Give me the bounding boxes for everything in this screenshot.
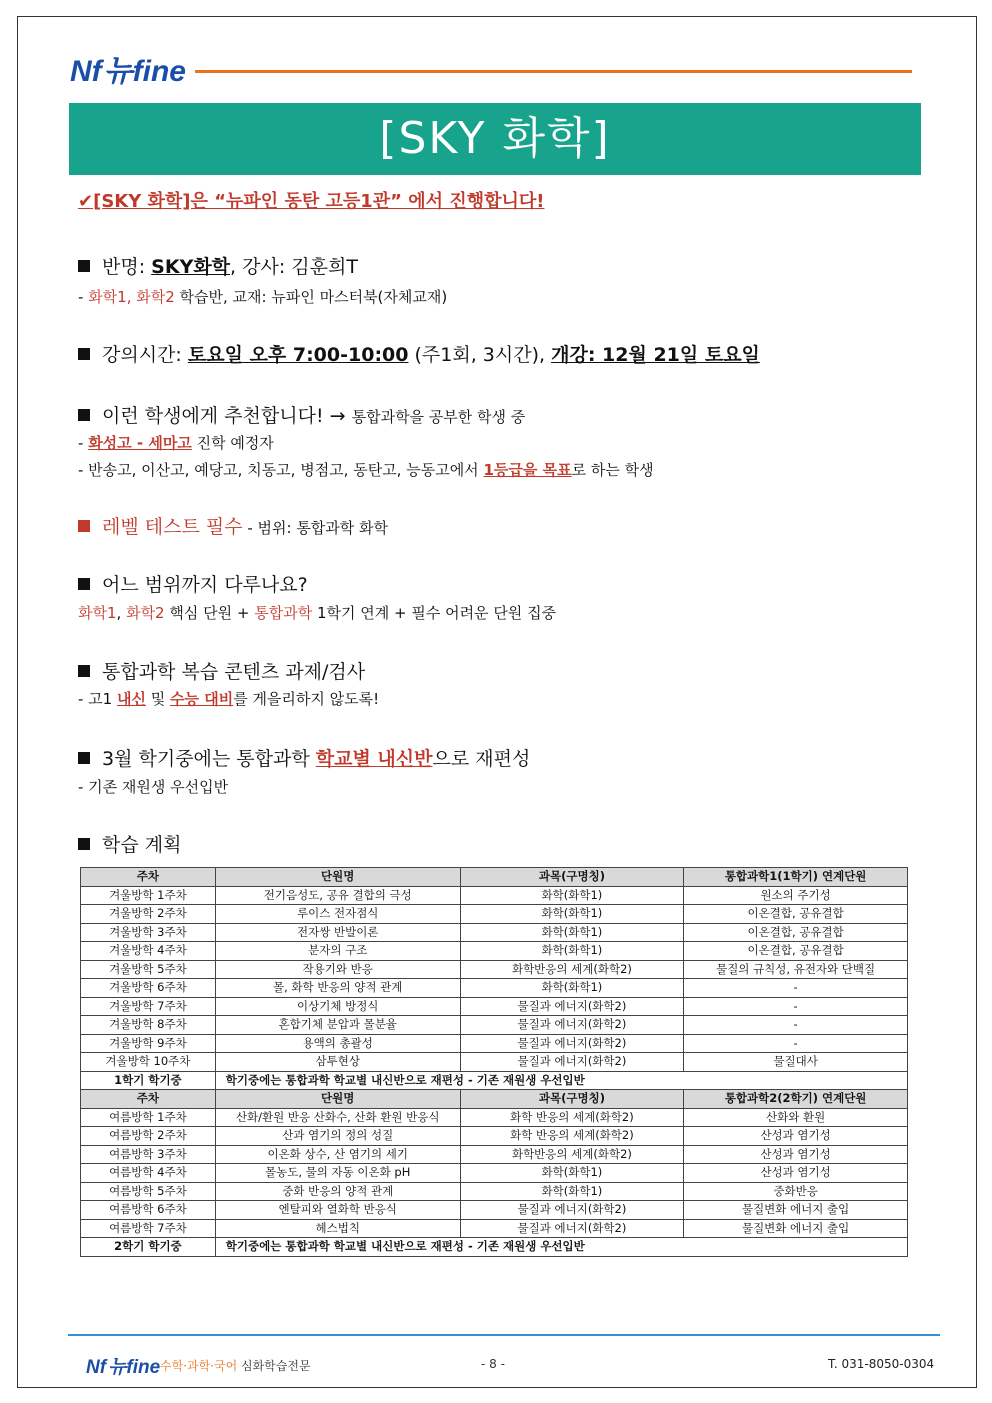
review-heading: 통합과학 복습 콘텐츠 과제/검사 [102,661,366,683]
class-label: 반명: [102,256,152,278]
header-cell: 과목(구명칭) [460,868,684,887]
unit-cell: 용액의 총괄성 [215,1034,460,1053]
logo-mark: Nf [86,1357,107,1378]
header-cell: 주차 [81,868,216,887]
footer-rule [68,1334,940,1336]
footer-logo [86,1352,160,1379]
scope-desc [78,602,556,623]
subject-cell: 화학(화학1) [460,1182,684,1201]
unit-cell: 분자의 구조 [215,942,460,961]
regroup-highlight: 학교별 내신반 [315,748,433,770]
recommend-text: 진학 예정자 [191,434,274,452]
week-cell: 겨울방학 5주차 [81,960,216,979]
link-unit-cell: 산성과 염기성 [684,1164,908,1183]
week-cell: 여름방학 3주차 [81,1145,216,1164]
schedule-time: 토요일 오후 7:00-10:00 [187,344,409,366]
check-icon: ✔ [78,191,94,212]
regroup-text: 으로 재편성 [432,748,531,770]
header-cell: 주차 [81,1090,216,1109]
regroup-title [78,744,530,771]
week-cell: 여름방학 1주차 [81,1108,216,1127]
link-unit-cell: 산성과 염기성 [684,1145,908,1164]
table-row [81,960,908,979]
subject-3: 통합과학 [254,604,313,622]
subject-cell: 물질과 에너지(화학2) [460,997,684,1016]
review-text: 를 게을리하지 않도록! [233,690,380,708]
class-name: SKY화학 [151,256,231,278]
bullet-square-icon [78,665,90,677]
week-cell: 겨울방학 1주차 [81,886,216,905]
unit-cell: 삼투현상 [215,1053,460,1072]
unit-cell: 이상기체 방정식 [215,997,460,1016]
table-row [81,942,908,961]
table-row [81,923,908,942]
regroup-sub: - 기존 재원생 우선입반 [78,778,229,796]
review-desc [78,688,379,709]
goal-highlight: 1등급을 목표 [483,461,572,479]
plan-title [78,830,181,857]
scope-text: 핵심 단원 + [164,604,255,622]
table-row [81,1164,908,1183]
textbook-info: 학습반, 교재: 뉴파인 마스터북(자체교재) [174,288,448,306]
link-unit-cell: 물질대사 [684,1053,908,1072]
semester-row [81,1071,908,1090]
week-cell: 겨울방학 8주차 [81,1016,216,1035]
semester-label-cell: 1학기 학기중 [81,1071,216,1090]
recommend-title [78,401,525,428]
logo-text: 뉴fine [108,1357,161,1378]
bullet-square-icon [78,409,90,421]
review-highlight-1: 내신 [116,690,146,708]
logo-text: 뉴fine [103,55,186,88]
subject-cell: 화학 반응의 세계(화학2) [460,1108,684,1127]
table-header [81,868,908,887]
dash: - [78,434,89,452]
regroup-text: 3월 학기중에는 통합과학 [102,748,316,770]
recommend-item-1 [78,432,274,453]
subject-2: 화학2 [126,604,165,622]
subject-cell: 화학(화학1) [460,923,684,942]
subject-1: 화학1 [78,604,117,622]
link-unit-cell: 원소의 주기성 [684,886,908,905]
bullet-square-icon [78,578,90,590]
table-row [81,1053,908,1072]
phone-number: T. 031-8050-0304 [828,1357,935,1371]
bullet-square-icon [78,348,90,360]
review-title [78,657,365,684]
subject-cell: 물질과 에너지(화학2) [460,1201,684,1220]
link-unit-cell: 중화반응 [684,1182,908,1201]
table-row [81,1108,908,1127]
week-cell: 겨울방학 7주차 [81,997,216,1016]
intro-text: [SKY 화학]은 “뉴파인 동탄 고등1관” 에서 진행합니다! [93,191,545,212]
brand-logo [70,46,186,90]
bullet-square-icon [78,520,90,532]
table-row [81,997,908,1016]
page-title: [SKY 화학] [69,103,921,175]
subject-cell: 화학(화학1) [460,886,684,905]
link-unit-cell: 물질변화 에너지 출입 [684,1219,908,1238]
unit-cell: 전기음성도, 공유 결합의 극성 [215,886,460,905]
header-rule [195,70,912,73]
table-row [81,1219,908,1238]
recommend-heading: 이런 학생에게 추천합니다! → [102,405,352,427]
sep: , [116,604,127,622]
link-unit-cell: 물질의 규칙성, 유전자와 단백질 [684,960,908,979]
header-cell: 통합과학1(1학기) 연계단원 [684,868,908,887]
class-info [78,252,358,279]
study-plan-table [80,867,908,1257]
week-cell: 겨울방학 6주차 [81,979,216,998]
week-cell: 여름방학 5주차 [81,1182,216,1201]
week-cell: 여름방학 7주차 [81,1219,216,1238]
level-test-line [78,512,388,539]
week-cell: 여름방학 6주차 [81,1201,216,1220]
bullet-square-icon [78,752,90,764]
unit-cell: 루이스 전자점식 [215,905,460,924]
teacher-name: 김훈희T [291,256,358,278]
unit-cell: 이온화 상수, 산 염기의 세기 [215,1145,460,1164]
link-unit-cell: 산성과 염기성 [684,1127,908,1146]
table-row [81,1182,908,1201]
bullet-square-icon [78,838,90,850]
class-sub [78,286,447,307]
scope-heading: 어느 범위까지 다루나요? [102,574,308,596]
header-cell: 과목(구명칭) [460,1090,684,1109]
table-row [81,1016,908,1035]
subject-cell: 화학(화학1) [460,942,684,961]
tagline-subjects: 수학·과학·국어 [160,1359,238,1373]
recommend-text: 로 하는 학생 [571,461,654,479]
open-date: 개강: 12월 21일 토요일 [551,344,760,366]
table-row [81,886,908,905]
subject-cell: 화학 반응의 세계(화학2) [460,1127,684,1146]
week-cell: 여름방학 2주차 [81,1127,216,1146]
page-number: - 8 - [481,1357,505,1371]
recommend-sub: 통합과학을 공부한 학생 중 [351,408,526,426]
table-row [81,1034,908,1053]
level-test-title: 레벨 테스트 필수 [102,516,243,538]
unit-cell: 산과 염기의 정의 성질 [215,1127,460,1146]
week-cell: 여름방학 4주차 [81,1164,216,1183]
header-cell: 단원명 [215,1090,460,1109]
table-row [81,1145,908,1164]
table-row [81,1127,908,1146]
unit-cell: 혼합기체 분압과 몰분율 [215,1016,460,1035]
semester-label-cell: 2학기 학기중 [81,1238,216,1257]
unit-cell: 엔탈피와 열화학 반응식 [215,1201,460,1220]
semester-row [81,1238,908,1257]
schedule-freq: (주1회, 3시간), [408,344,552,366]
link-unit-cell: - [684,979,908,998]
unit-cell: 중화 반응의 양적 관계 [215,1182,460,1201]
semester-note-cell: 학기중에는 통합과학 학교별 내신반으로 재편성 - 기존 재원생 우선입반 [215,1238,907,1257]
link-unit-cell: - [684,1034,908,1053]
recommend-item-2 [78,459,654,480]
unit-cell: 전자쌍 반발이론 [215,923,460,942]
unit-cell: 몰농도, 물의 자동 이온화 pH [215,1164,460,1183]
unit-cell: 헤스법칙 [215,1219,460,1238]
review-text: 및 [145,690,170,708]
week-cell: 겨울방학 9주차 [81,1034,216,1053]
scope-title [78,570,308,597]
footer-tagline [160,1357,311,1374]
logo-mark: Nf [70,55,102,88]
school-highlight: 화성고 - 세마고 [88,434,192,452]
bullet-square-icon [78,260,90,272]
subject-cell: 화학(화학1) [460,979,684,998]
subject-highlight: 화학1, 화학2 [88,288,175,306]
table-header [81,1090,908,1109]
subject-cell: 화학(화학1) [460,1164,684,1183]
link-unit-cell: 이온결합, 공유결합 [684,942,908,961]
week-cell: 겨울방학 3주차 [81,923,216,942]
table-row [81,1201,908,1220]
table-row [81,979,908,998]
week-cell: 겨울방학 4주차 [81,942,216,961]
level-test-range: - 범위: 통합과학 화학 [242,519,389,537]
week-cell: 겨울방학 2주차 [81,905,216,924]
subject-cell: 물질과 에너지(화학2) [460,1016,684,1035]
scope-text: 1학기 연계 + 필수 어려운 단원 집중 [312,604,557,622]
dash: - [78,288,89,306]
school-list: - 반송고, 이산고, 예당고, 치동고, 병점고, 동탄고, 능동고에서 [78,461,484,479]
week-cell: 겨울방학 10주차 [81,1053,216,1072]
link-unit-cell: - [684,997,908,1016]
plan-heading: 학습 계획 [102,834,182,856]
intro-line [78,187,544,213]
subject-cell: 화학반응의 세계(화학2) [460,1145,684,1164]
review-highlight-2: 수능 대비 [170,690,234,708]
header-cell: 단원명 [215,868,460,887]
table-row [81,905,908,924]
tagline-text: 심화학습전문 [237,1359,311,1373]
subject-cell: 화학(화학1) [460,905,684,924]
schedule-line [78,340,760,367]
link-unit-cell: - [684,1016,908,1035]
link-unit-cell: 산화와 환원 [684,1108,908,1127]
teacher-label: , 강사: [230,256,292,278]
unit-cell: 산화/환원 반응 산화수, 산화 환원 반응식 [215,1108,460,1127]
subject-cell: 물질과 에너지(화학2) [460,1053,684,1072]
unit-cell: 몰, 화학 반응의 양적 관계 [215,979,460,998]
link-unit-cell: 이온결합, 공유결합 [684,923,908,942]
unit-cell: 작용기와 반응 [215,960,460,979]
semester-note-cell: 학기중에는 통합과학 학교별 내신반으로 재편성 - 기존 재원생 우선입반 [215,1071,907,1090]
review-text: - 고1 [78,690,117,708]
subject-cell: 화학반응의 세계(화학2) [460,960,684,979]
schedule-label: 강의시간: [102,344,188,366]
header-cell: 통합과학2(2학기) 연계단원 [684,1090,908,1109]
subject-cell: 물질과 에너지(화학2) [460,1219,684,1238]
subject-cell: 물질과 에너지(화학2) [460,1034,684,1053]
link-unit-cell: 이온결합, 공유결합 [684,905,908,924]
link-unit-cell: 물질변화 에너지 출입 [684,1201,908,1220]
